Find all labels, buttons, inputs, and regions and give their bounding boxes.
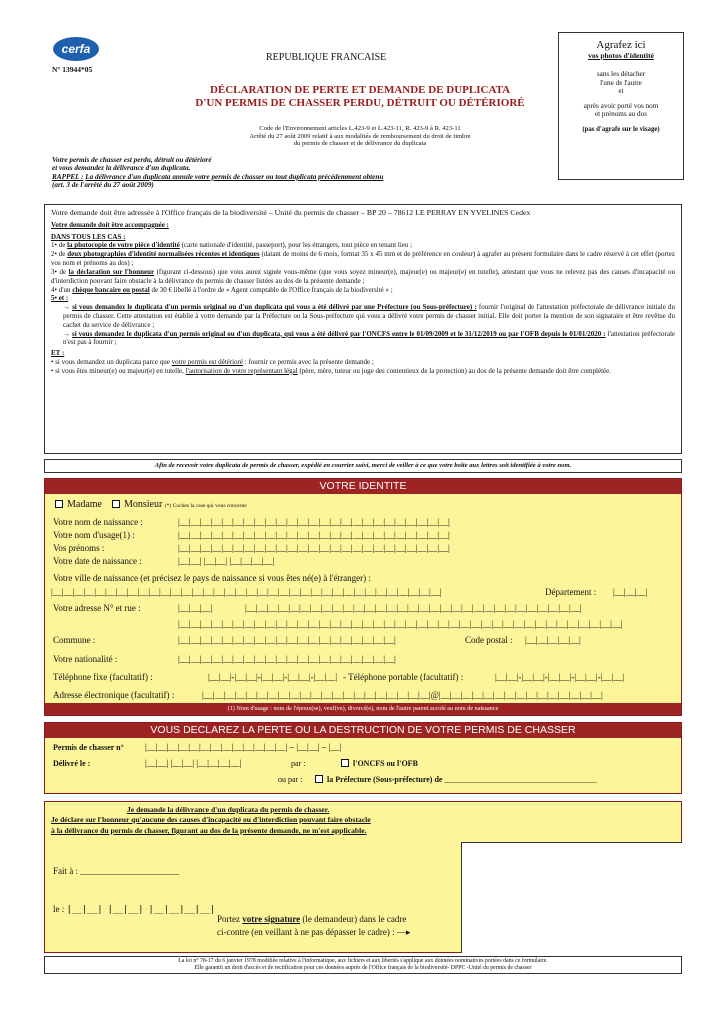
- cerfa-logo: [52, 36, 100, 62]
- nom-usage-note: (1) Nom d'usage : nom de l'époux(se), veuf(ve), divorcé(e), nom de l'autre parent accolé au nom de naissance: [45, 703, 681, 715]
- adresse-rue-field[interactable]: |__|__|__|__|__|__|__|__|__|__|__|__|__|__|__|__|__|__|__|__|__|__|__|__|__|__|__|__|__|__|__|: [245, 603, 582, 613]
- arrow-right-icon: —▸: [396, 927, 411, 937]
- address-line: Votre demande doit être adressée à l'Office français de la biodiversité – Unité du permis de chasser – BP 20 – 78612 LE PERRAY EN YVELINES Cedex: [51, 208, 531, 217]
- instructions-box: Votre demande doit être adressée à l'Office français de la biodiversité – Unité du permis de chasser – BP 20 – 78612 LE PERRAY EN YVELINES Cedex Votre demande doit être accompagnée : DANS TOUS LES CAS : 1• de la photocopie de votre pièce d'identité (carte nationale d'identité, passeport), pour les étrangers, tout pièce en tenant lieu ; 2• de deux photographies d'identité normalisées récentes et identiques (datant de moins de 6 mois, format 35 x 45 mm et de préférence en couleur) à agrafer au présent formulaire dans le cadre réservé à cet effet (portez vos nom et prénoms au dos) ; 3• de la déclaration sur l'honneur (figurant ci-dessous) que vous aurez signée vous-même (que vous soyez mineur(e), majeur(e) ou majeur(e) en tutelle), attestant que vous ne relevez pas des causes d'incapacité ou d'interdiction pouvant faire obstacle à la délivrance du permis de chasser listées au dos de la présente demande ; 4• d'un chèque bancaire ou postal de 30 € libellé à l'ordre de « Agent comptable de l'Office français de la biodiversité » ; 5• et : → si vous demandez le duplicata d'un permis original ou d'un duplicata qui vous a été délivré par une Préfecture (ou Sous-préfecture) : fournir l'original de l'attestation préfectorale de délivrance initiale du permis de chasser. Cette attestation est établie à votre demande par la Préfecture ou la Sous-préfecture qui vous a délivré votre permis de chasser initial. Elle doit porter la mention de son signataire et être revêtue du cachet du service de délivrance ; → si vous demandez le duplicata d'un permis original ou d'un duplicata, qui vous a été délivré par l'ONCFS entre le 01/09/2009 et le 31/12/2019 ou par l'OFB depuis le 01/01/2020 : l'attestation préfectorale n'est pas à fournir ; ET : • si vous demandez un duplicata parce que votre permis est détérioré : fournir ce permis avec la présente demande ; • si vous êtes mineur(e) ou majeur(e) en tutelle, l'autorisation de votre représentant légal (père, mère, tuteur ou juge des contentieux de la protection) au dos de la présente demande doit être complétée.: [44, 204, 682, 454]
- adresse-ligne2-field[interactable]: |__|__|__|__|__|__|__|__|__|__|__|__|__|__|__|__|__|__|__|__|__|__|__|__|__|__|__|__|__|__|__|__|__|__|__|__|__|__|__|__|__|: [178, 619, 623, 629]
- signature-section: Je demande la délivrance d'un duplicata du permis de chasser. Je déclare sur l'honneur qu'aucune des causes d'incapacité ou d'interdiction pouvant faire obstacle à la délivrance du permis de chasser, figurant au dos de la présente demande, ne m'est applicable. Fait à : ______________________ le : |__|__| |__|__| |__|__|__|__| Portez votre signature (le demandeur) dans le cadre ci-contre (en veillant à ne pas dépasser le cadre) : —▸: [44, 801, 682, 953]
- monsieur-checkbox[interactable]: [112, 500, 120, 508]
- date-naissance-field[interactable]: |__|__| |__|__| |__|__|__|__|: [178, 556, 275, 566]
- code-postal-field[interactable]: |__|__|__|__|__|: [525, 635, 581, 645]
- cerfa-number: N° 13944*05: [52, 65, 93, 74]
- delivre-date-field[interactable]: |__|__| |__|__| |__|__|__|__|: [145, 758, 242, 768]
- ville-naissance-field[interactable]: |__|__|__|__|__|__|__|__|__|__|__|__|__|__|__|__|__|__|__|__|__|__|__|__|__|__|__|__|__|__|__|__|__|__|__|__|: [51, 587, 442, 597]
- mail-note: Afin de recevoir votre duplicata de permis de chasser, expédié en courrier suivi, merci de veiller à ce que votre boîte aux lettres soit identifiée à votre nom.: [44, 459, 682, 473]
- departement-field[interactable]: |__|__|__|: [613, 587, 648, 597]
- identity-section-title: VOTRE IDENTITE: [45, 479, 681, 494]
- adresse-numero-field[interactable]: |__|__|__|: [178, 603, 213, 613]
- prefecture-checkbox[interactable]: [315, 775, 323, 783]
- intro-text: Votre permis de chasser est perdu, détruit ou détérioré et vous demandez la délivrance d'un duplicata. RAPPEL : La délivrance d'un duplicata annule votre permis de chasser ou tout duplicata précédemment obtenu (art. 3 de l'arrêté du 27 août 2009): [52, 156, 384, 189]
- email-field[interactable]: |__|__|__|__|__|__|__|__|__|__|__|__|__|__|__|__|__|__|__|__|__|@|__|__|__|__|__|__|__|__|__|__|__|__|__|__|__|: [202, 690, 603, 700]
- oncfs-checkbox[interactable]: [341, 759, 349, 767]
- photo-attach-box[interactable]: Agrafez ici vos photos d'identité sans les détacher l'une de l'autre et après avoir porté vos nom et prénoms au dos (pas d'agrafe sur le visage): [558, 32, 684, 180]
- loss-section-title: VOUS DECLAREZ LA PERTE OU LA DESTRUCTION DE VOTRE PERMIS DE CHASSER: [45, 723, 681, 738]
- nom-naissance-field[interactable]: |__|__|__|__|__|__|__|__|__|__|__|__|__|__|__|__|__|__|__|__|__|__|__|__|__|: [178, 517, 450, 527]
- nom-usage-field[interactable]: |__|__|__|__|__|__|__|__|__|__|__|__|__|__|__|__|__|__|__|__|__|__|__|__|__|: [178, 530, 450, 540]
- legal-footer: La loi n° 78-17 du 6 janvier 1978 modifiée relative à l'informatique, aux fichiers et aux libertés s'applique aux données nominatives portées dans ce formulaire. Elle garantit un droit d'accès et de rectification pour ces données auprès de l'Office français de la biodiversité- DPPC -Unité du permis de chasser: [44, 956, 682, 974]
- permis-number-field[interactable]: |__|__|__|__|__|__|__|__|__|__|__|__|__| – |__|__| – |__|: [145, 742, 342, 752]
- nationalite-field[interactable]: |__|__|__|__|__|__|__|__|__|__|__|__|__|__|__|__|__|__|__|__|: [178, 654, 396, 664]
- tel-portable-field[interactable]: |__|__|-|__|__|-|__|__|-|__|__|-|__|__|: [495, 672, 625, 682]
- form-title: DÉCLARATION DE PERTE ET DEMANDE DE DUPLICATA D'UN PERMIS DE CHASSER PERDU, DÉTRUIT OU DÉTÉRIORÉ: [195, 84, 525, 109]
- identity-section: VOTRE IDENTITE Madame Monsieur (*) Cochez la case qui vous concerne Votre nom de naissance : |__|__|__|__|__|__|__|__|__|__|__|__|__|__|__|__|__|__|__|__|__|__|__|__|__| Votre nom d'usage(1) : |__|__|__|__|__|__|__|__|__|__|__|__|__|__|__|__|__|__|__|__|__|__|__|__|__| Vos prénoms : |__|__|__|__|__|__|__|__|__|__|__|__|__|__|__|__|__|__|__|__|__|__|__|__|__| Votre date de naissance : |__|__| |__|__| |__|__|__|__| Votre ville de naissance (et précisez le pays de naissance si vous êtes né(e) à l'étranger) : |__|__|__|__|__|__|__|__|__|__|__|__|__|__|__|__|__|__|__|__|__|__|__|__|__|__|__|__|__|__|__|__|__|__|__|__| Département : |__|__|__| Votre adresse N° et rue : |__|__|__| |__|__|__|__|__|__|__|__|__|__|__|__|__|__|__|__|__|__|__|__|__|__|__|__|__|__|__|__|__|__|__| |__|__|__|__|__|__|__|__|__|__|__|__|__|__|__|__|__|__|__|__|__|__|__|__|__|__|__|__|__|__|__|__|__|__|__|__|__|__|__|__|__| Commune : |__|__|__|__|__|__|__|__|__|__|__|__|__|__|__|__|__|__|__|__| Code postal : |__|__|__|__|__| Votre nationalité : |__|__|__|__|__|__|__|__|__|__|__|__|__|__|__|__|__|__|__|__| Téléphone fixe (facultatif) : |__|__|-|__|__|-|__|__|-|__|__|-|__|__| - Téléphone portable (facultatif) : |__|__|-|__|__|-|__|__|-|__|__|-|__|__| Adresse électronique (facultatif) : |__|__|__|__|__|__|__|__|__|__|__|__|__|__|__|__|__|__|__|__|__|@|__|__|__|__|__|__|__|__|__|__|__|__|__|__|__| (1) Nom d'usage : nom de l'époux(se), veuf(ve), divorcé(e), nom de l'autre parent accolé au nom de naissance: [44, 478, 682, 716]
- commune-field[interactable]: |__|__|__|__|__|__|__|__|__|__|__|__|__|__|__|__|__|__|__|__|: [178, 635, 396, 645]
- madame-checkbox[interactable]: [55, 500, 63, 508]
- prenoms-field[interactable]: |__|__|__|__|__|__|__|__|__|__|__|__|__|__|__|__|__|__|__|__|__|__|__|__|__|: [178, 543, 450, 553]
- loss-section: VOUS DECLAREZ LA PERTE OU LA DESTRUCTION DE VOTRE PERMIS DE CHASSER Permis de chasser n° |__|__|__|__|__|__|__|__|__|__|__|__|__| – |__|__| – |__| Délivré le : |__|__| |__|__| |__|__|__|__| par : l'ONCFS ou l'OFB ou par : la Préfecture (Sous-préfecture) de ______________________________________: [44, 722, 682, 794]
- republique-heading: REPUBLIQUE FRANCAISE: [266, 52, 387, 63]
- signature-box[interactable]: [461, 842, 682, 953]
- cerfa-logo-text: cerfa: [61, 42, 91, 56]
- legal-references: Code de l'Environnement articles L.423-9 et L.423-11, R. 423-9 à R. 423-11 Arrêté du 27 août 2009 relatif à aux modalités de remboursement du droit de timbre du permis de chasser et de délivrance du duplicata: [249, 125, 471, 148]
- fait-a-field[interactable]: ______________________: [80, 866, 180, 876]
- signature-date-field[interactable]: |__|__| |__|__| |__|__|__|__|: [66, 905, 215, 915]
- tel-fixe-field[interactable]: |__|__|-|__|__|-|__|__|-|__|__|-|__|__|: [208, 672, 338, 682]
- prefecture-field[interactable]: ______________________________________: [444, 775, 597, 784]
